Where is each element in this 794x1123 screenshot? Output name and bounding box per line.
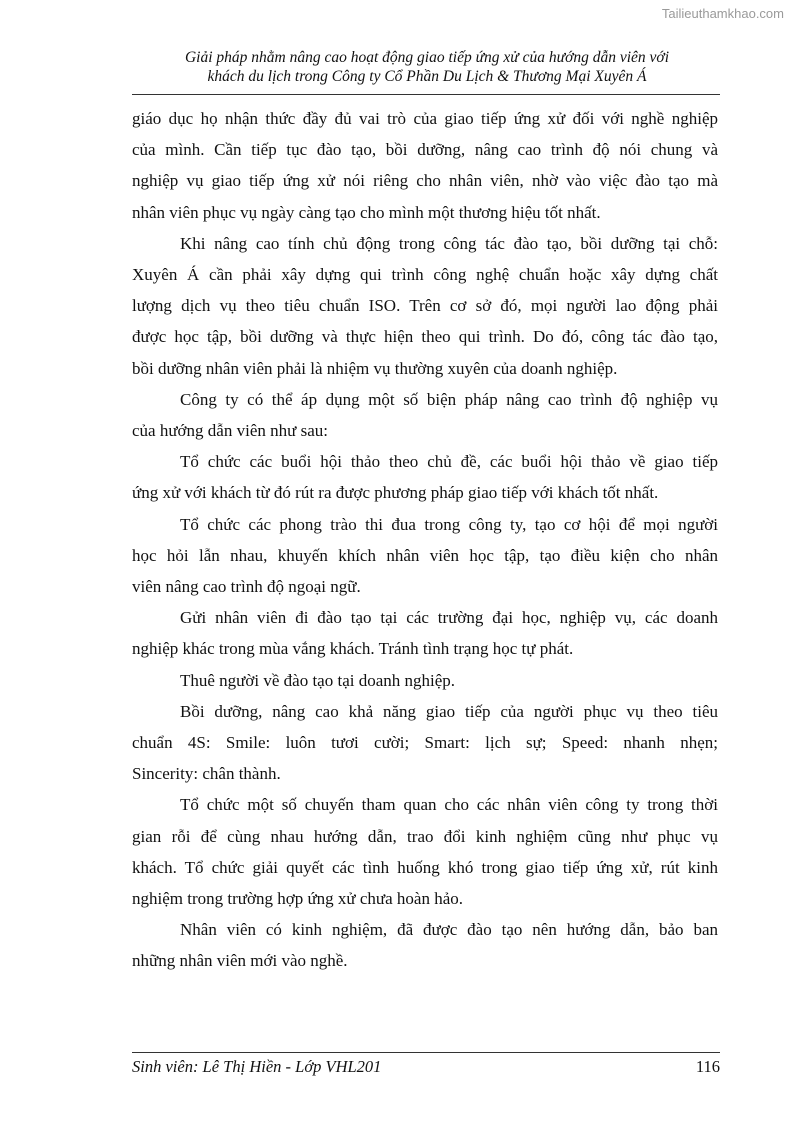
text-line: của hướng dẫn viên như sau: <box>132 421 328 441</box>
paragraph-10 <box>132 914 718 976</box>
text-line: những nhân viên mới vào nghề. <box>132 951 348 971</box>
paragraph-5 <box>132 509 718 603</box>
document-body <box>132 103 718 977</box>
text-line: nghiệp khác trong mùa vắng khách. Tránh tình trạng học tự phát. <box>132 639 574 659</box>
paragraph-4 <box>132 446 718 508</box>
paragraph-7 <box>132 665 718 696</box>
text-line: Tổ chức các buổi hội thảo theo chủ đề, các buổi hội thảo về giao tiếp <box>180 452 718 472</box>
watermark: Tailieuthamkhao.com <box>661 6 784 21</box>
text-line: Tổ chức một số chuyến tham quan cho các nhân viên công ty trong thời <box>180 795 718 815</box>
paragraph-1 <box>132 103 718 228</box>
paragraph-9 <box>132 789 718 914</box>
text-line: khách. Tổ chức giải quyết các tình huống khó trong giao tiếp ứng xử, rút kinh <box>132 857 718 877</box>
text-line: Xuyên Á cần phải xây dựng qui trình công nghệ chuẩn hoặc xây dựng chất <box>132 265 718 285</box>
header-line-2: khách du lịch trong Công ty Cổ Phần Du Lịch & Thương Mại Xuyên Á <box>207 68 647 85</box>
text-line: Nhân viên có kinh nghiệm, đã được đào tạo nên hướng dẫn, bảo ban <box>180 920 718 940</box>
footer-student: Sinh viên: Lê Thị Hiền - Lớp VHL201 <box>132 1057 382 1076</box>
text-line: được học tập, bồi dưỡng và thực hiện theo qui trình. Do đó, công tác đào tạo, <box>132 327 718 347</box>
paragraph-3 <box>132 384 718 446</box>
paragraph-6 <box>132 602 718 664</box>
paragraph-2 <box>132 228 718 384</box>
text-line: nhân viên phục vụ ngày càng tạo cho mình một thương hiệu tốt nhất. <box>132 202 601 222</box>
page-number: 116 <box>695 1057 720 1076</box>
text-line: gian rỗi để cùng nhau hướng dẫn, trao đổi kinh nghiệm cũng như phục vụ <box>132 826 718 846</box>
text-line: viên nâng cao trình độ ngoại ngữ. <box>132 577 361 597</box>
text-line: Sincerity: chân thành. <box>132 764 281 784</box>
text-line: của mình. Cần tiếp tục đào tạo, bồi dưỡng, nâng cao trình độ nói chung và <box>132 140 718 160</box>
text-line: học hỏi lẫn nhau, khuyến khích nhân viên học tập, tạo điều kiện cho nhân <box>132 545 718 565</box>
text-line: ứng xử với khách từ đó rút ra được phương pháp giao tiếp với khách tốt nhất. <box>132 483 659 503</box>
footer-divider <box>132 1052 720 1053</box>
text-line: Gửi nhân viên đi đào tạo tại các trường đại học, nghiệp vụ, các doanh <box>180 608 718 628</box>
header-divider <box>132 94 720 95</box>
text-line: Bồi dưỡng, nâng cao khả năng giao tiếp của người phục vụ theo tiêu <box>180 701 718 721</box>
running-header <box>132 48 722 86</box>
text-line: bồi dưỡng nhân viên phải là nhiệm vụ thường xuyên của doanh nghiệp. <box>132 358 618 378</box>
text-line: Thuê người về đào tạo tại doanh nghiệp. <box>180 670 456 690</box>
text-line: nghiệm trong trường hợp ứng xử chưa hoàn hảo. <box>132 889 464 909</box>
text-line: nghiệp vụ giao tiếp ứng xử nói riêng cho nhân viên, nhờ vào việc đào tạo mà <box>132 171 718 191</box>
text-line: giáo dục họ nhận thức đầy đủ vai trò của giao tiếp ứng xử đối với nghề nghiệp <box>132 109 718 128</box>
text-line: chuẩn 4S: Smile: luôn tươi cười; Smart: lịch sự; Speed: nhanh nhẹn; <box>132 733 718 753</box>
text-line: Khi nâng cao tính chủ động trong công tác đào tạo, bồi dưỡng tại chỗ: <box>180 233 718 253</box>
header-line-1: Giải pháp nhằm nâng cao hoạt động giao tiếp ứng xử của hướng dẫn viên với <box>184 49 670 66</box>
paragraph-8 <box>132 696 718 790</box>
text-line: Tổ chức các phong trào thi đua trong công ty, tạo cơ hội để mọi người <box>180 514 718 534</box>
text-line: lượng dịch vụ theo tiêu chuẩn ISO. Trên cơ sở đó, mọi người lao động phải <box>132 296 718 316</box>
text-line: Công ty có thể áp dụng một số biện pháp nâng cao trình độ nghiệp vụ <box>180 389 718 409</box>
